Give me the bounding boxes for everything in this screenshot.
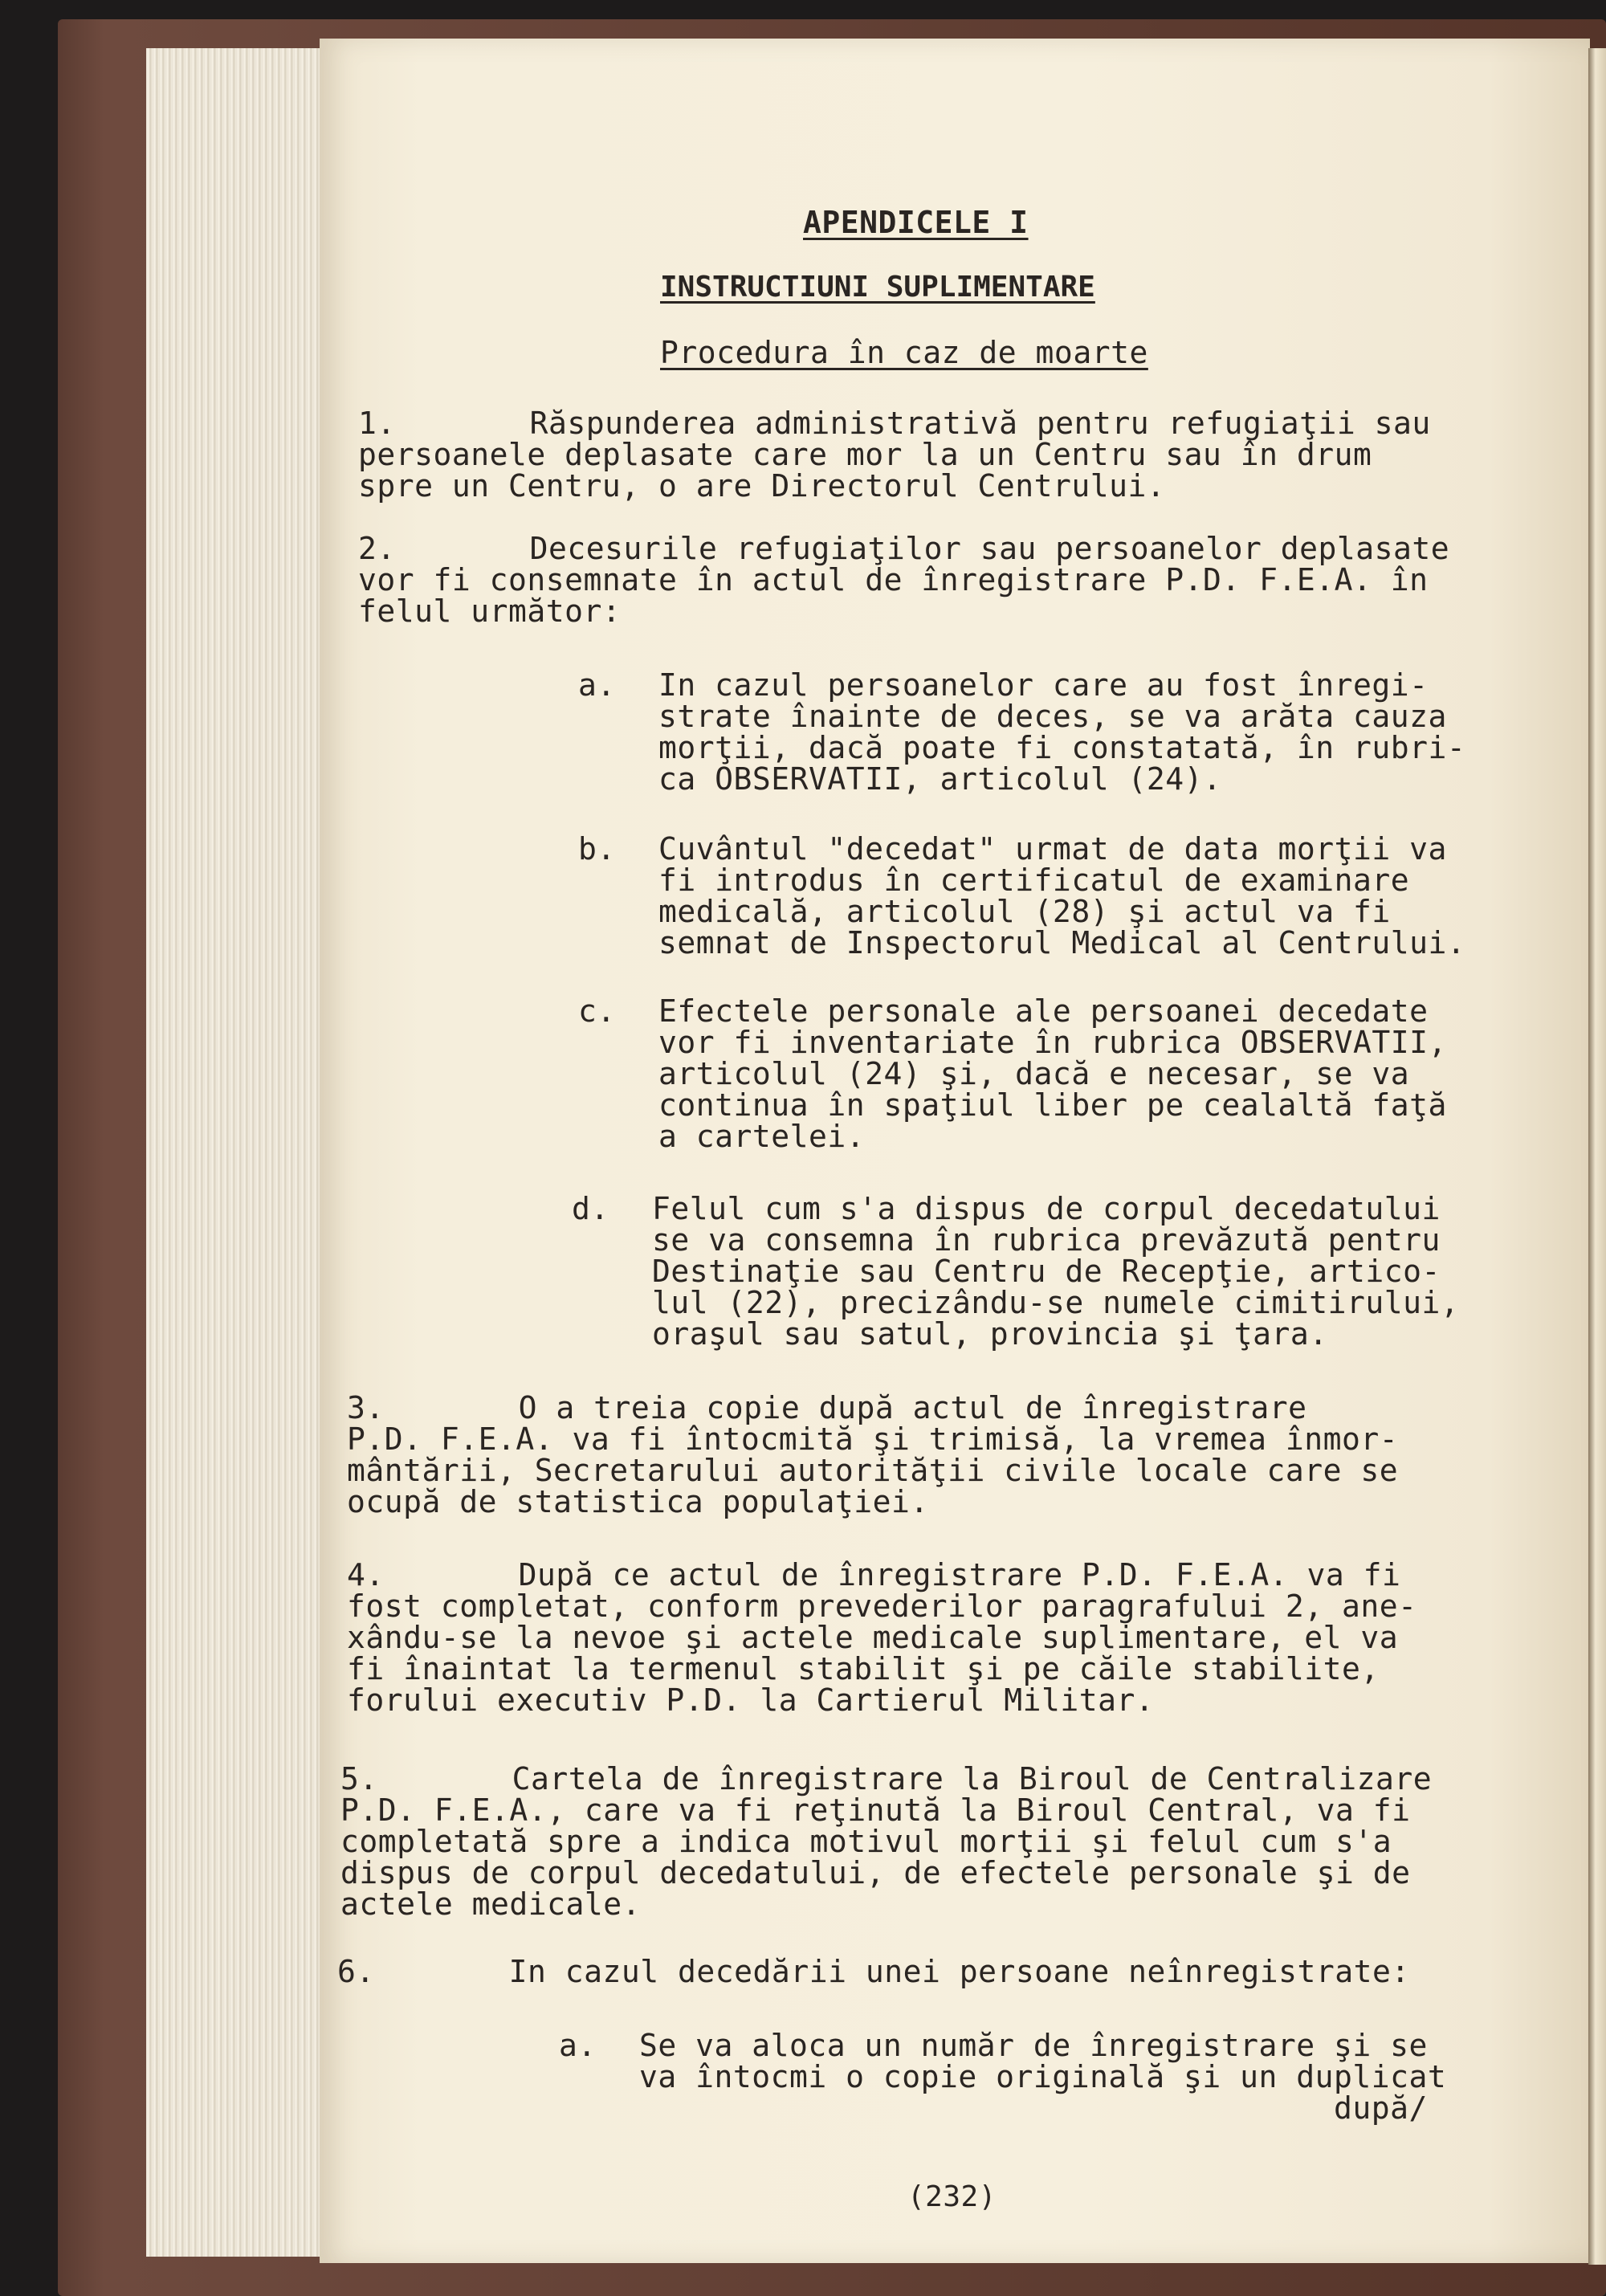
paragraph-line: actele medicale. <box>340 1886 642 1922</box>
subitem-line: articolul (24) şi, dacă e necesar, se va <box>658 1056 1410 1091</box>
paragraph-line: persoanele deplasate care mor la un Centru sau în drum <box>358 437 1372 472</box>
paragraph-line: In cazul decedării unei persoane neînregistrate: <box>377 1954 1410 1989</box>
paragraph-line: completată spre a indica motivul morţii şi felul cum s'a <box>340 1824 1392 1859</box>
subitem-line: Cuvântul "decedat" urmat de data morţii va <box>658 831 1447 867</box>
subitem-6a <box>559 2030 1446 2124</box>
paragraph-line: xându-se la nevoe şi actele medicale suplimentare, el va <box>347 1620 1399 1655</box>
paragraph-number: 4. <box>347 1557 385 1593</box>
subitem-line: lul (22), precizându-se numele cimitirului, <box>652 1285 1460 1320</box>
subitem-line: continua în spaţiul liber pe cealaltă faţă <box>658 1087 1447 1123</box>
subitem-line: vor fi inventariate în rubrica OBSERVATII, <box>658 1025 1447 1060</box>
section-title: INSTRUCTIUNI SUPLIMENTARE <box>660 271 1095 304</box>
paragraph-line: ocupă de statistica populaţiei. <box>347 1484 929 1519</box>
subitem-line: se va consemna în rubrica prevăzută pentru <box>652 1222 1441 1258</box>
subitem-line: oraşul sau satul, provincia şi ţara. <box>652 1316 1328 1352</box>
paragraph-line: P.D. F.E.A., care va fi reţinută la Biroul Central, va fi <box>340 1792 1411 1828</box>
subitem-line: Se va aloca un număr de înregistrare şi se <box>639 2028 1428 2063</box>
subitem-line: Efectele personale ale persoanei decedate <box>658 993 1429 1029</box>
subitem-line: după/ <box>639 2090 1428 2126</box>
paragraph-4 <box>347 1557 1417 1718</box>
paragraph-line: P.D. F.E.A. va fi întocmită şi trimisă, la vremea înmor- <box>347 1421 1399 1457</box>
subitem-line: ca OBSERVATII, articolul (24). <box>658 761 1222 797</box>
subsection-title: Procedura în caz de moarte <box>660 335 1148 370</box>
paragraph-line: Răspunderea administrativă pentru refugiaţii sau <box>398 406 1431 441</box>
subitem-line: semnat de Inspectorul Medical al Centrului. <box>658 925 1466 960</box>
subitem-line: morţii, dacă poate fi constatată, în rubri- <box>658 730 1466 765</box>
paragraph-line: forului executiv P.D. la Cartierul Militar. <box>347 1682 1155 1718</box>
subitem-letter: c. <box>578 993 616 1029</box>
paragraph-number: 1. <box>358 406 396 441</box>
subitem-line: va întocmi o copie originală şi un duplicat <box>639 2059 1447 2094</box>
paragraph-2 <box>358 533 1449 627</box>
paragraph-3 <box>347 1390 1399 1519</box>
subitem-line: strate înainte de deces, se va arăta cauza <box>658 699 1447 734</box>
paragraph-line: După ce actul de înregistrare P.D. F.E.A. va fi <box>387 1557 1401 1593</box>
page-number: (232) <box>907 2180 997 2213</box>
subitem-letter: d. <box>572 1191 609 1226</box>
appendix-title: APENDICELE I <box>803 205 1029 240</box>
paragraph-number: 3. <box>347 1390 385 1425</box>
paragraph-number: 6. <box>337 1954 375 1989</box>
paragraph-line: Decesurile refugiaţilor sau persoanelor deplasate <box>398 531 1450 566</box>
paragraph-line: fi înaintat la termenul stabilit şi pe căile stabilite, <box>347 1651 1380 1686</box>
paragraph-line: dispus de corpul decedatului, de efectele personale şi de <box>340 1855 1411 1890</box>
paragraph-line: O a treia copie după actul de înregistrare <box>387 1390 1307 1425</box>
paragraph-line: vor fi consemnate în actul de înregistrare P.D. F.E.A. în <box>358 562 1429 597</box>
subitem-letter: b. <box>578 831 616 867</box>
subitem-2d <box>572 1193 1459 1350</box>
paragraph-5 <box>340 1761 1433 1922</box>
subitem-2c <box>578 993 1447 1154</box>
paragraph-1 <box>358 408 1431 502</box>
paragraph-number: 5. <box>340 1761 378 1796</box>
paragraph-number: 2. <box>358 531 396 566</box>
subitem-letter: a. <box>578 667 616 703</box>
paragraph-6 <box>337 1956 1410 1988</box>
subitem-2a <box>578 667 1466 797</box>
paragraph-line: spre un Centru, o are Directorul Centrului. <box>358 468 1166 504</box>
subitem-line: fi introdus în certificatul de examinare <box>658 863 1410 898</box>
paragraph-line: Cartela de înregistrare la Biroul de Centralizare <box>381 1761 1433 1796</box>
subitem-2b <box>578 831 1466 960</box>
subitem-line: In cazul persoanelor care au fost înregi- <box>658 667 1429 703</box>
paragraph-line: felul următor: <box>358 593 622 629</box>
subitem-letter: a. <box>559 2028 597 2063</box>
subitem-line: medicală, articolul (28) şi actul va fi <box>658 894 1391 929</box>
subitem-line: Felul cum s'a dispus de corpul decedatului <box>652 1191 1441 1226</box>
paragraph-line: fost completat, conform prevederilor paragrafului 2, ane- <box>347 1588 1417 1624</box>
subitem-line: a cartelei. <box>658 1119 866 1154</box>
paragraph-line: mântării, Secretarului autorităţii civile locale care se <box>347 1453 1399 1488</box>
subitem-line: Destinaţie sau Centru de Recepţie, artico- <box>652 1254 1441 1289</box>
